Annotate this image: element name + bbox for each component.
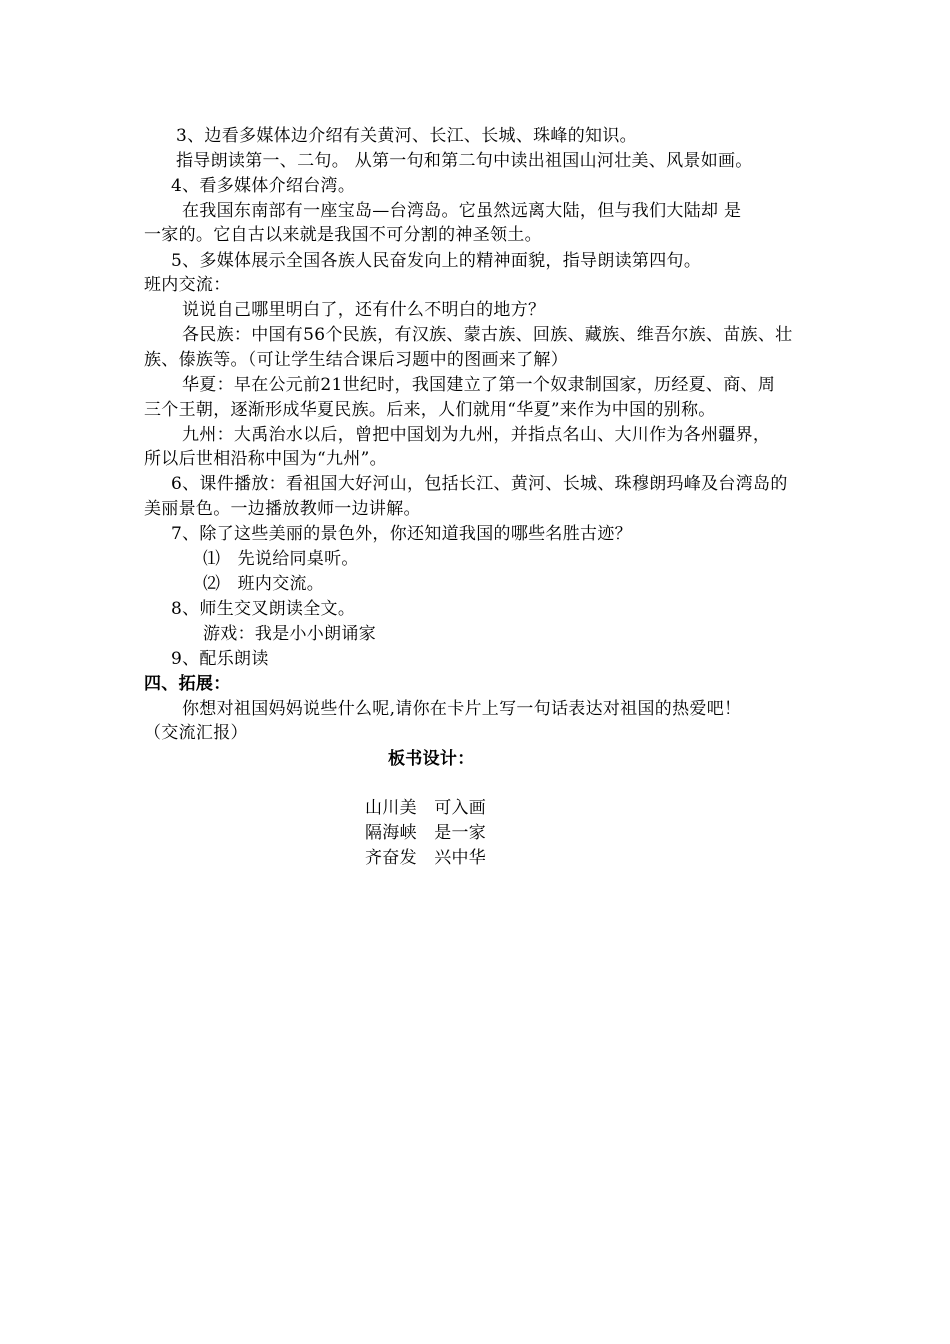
text-line: 8、师生交叉朗读全文。: [171, 599, 356, 619]
text-line: 9、配乐朗读: [171, 649, 269, 669]
text-line: 美丽景色。一边播放教师一边讲解。: [144, 499, 421, 519]
text-line: 族、傣族等。（可让学生结合课后习题中的图画来了解）: [144, 350, 568, 370]
text-line: 三个王朝，逐渐形成华夏民族。后来，人们就用“华夏”来作为中国的别称。: [144, 400, 716, 420]
text-line: 6、课件播放：看祖国大好河山，包括长江、黄河、长城、珠穆朗玛峰及台湾岛的: [171, 474, 788, 494]
board-design-heading: 板书设计：: [388, 749, 475, 769]
section-label: 班内交流：: [144, 275, 231, 295]
text-line: 指导朗读第一、二句。 从第一句和第二句中读出祖国山河壮美、风景如画。: [176, 151, 753, 171]
board-line: 山川美 可入画: [365, 798, 487, 818]
text-line: 各民族：中国有56个民族，有汉族、蒙古族、回族、藏族、维吾尔族、苗族、壮: [182, 325, 793, 345]
text-line: 所以后世相沿称中国为“九州”。: [144, 449, 387, 469]
text-line: 一家的。它自古以来就是我国不可分割的神圣领土。: [144, 225, 542, 245]
text-line: 5、多媒体展示全国各族人民奋发向上的精神面貌，指导朗读第四句。: [171, 251, 702, 271]
list-item: ⑴ 先说给同桌听。: [203, 549, 359, 569]
text-line: 7、除了这些美丽的景色外，你还知道我国的哪些名胜古迹？: [171, 524, 632, 544]
text-line: 3、边看多媒体边介绍有关黄河、长江、长城、珠峰的知识。: [176, 126, 637, 146]
text-line: 你想对祖国妈妈说些什么呢,请你在卡片上写一句话表达对祖国的热爱吧！: [182, 699, 742, 719]
text-line: 4、看多媒体介绍台湾。: [171, 176, 356, 196]
board-line: 隔海峡 是一家: [365, 823, 487, 843]
text-line: 游戏：我是小小朗诵家: [203, 624, 376, 644]
text-line: 在我国东南部有一座宝岛—台湾岛。它虽然远离大陆，但与我们大陆却 是: [182, 201, 742, 221]
list-item: ⑵ 班内交流。: [203, 574, 325, 594]
text-line: （交流汇报）: [144, 723, 248, 743]
text-line: 华夏：早在公元前21世纪时，我国建立了第一个奴隶制国家，历经夏、商、周: [182, 375, 776, 395]
text-line: 九州：大禹治水以后，曾把中国划为九州，并指点名山、大川作为各州疆界，: [182, 425, 771, 445]
board-line: 齐奋发 兴中华: [365, 848, 487, 868]
section-heading: 四、拓展：: [144, 674, 231, 694]
text-line: 说说自己哪里明白了，还有什么不明白的地方？: [182, 300, 546, 320]
